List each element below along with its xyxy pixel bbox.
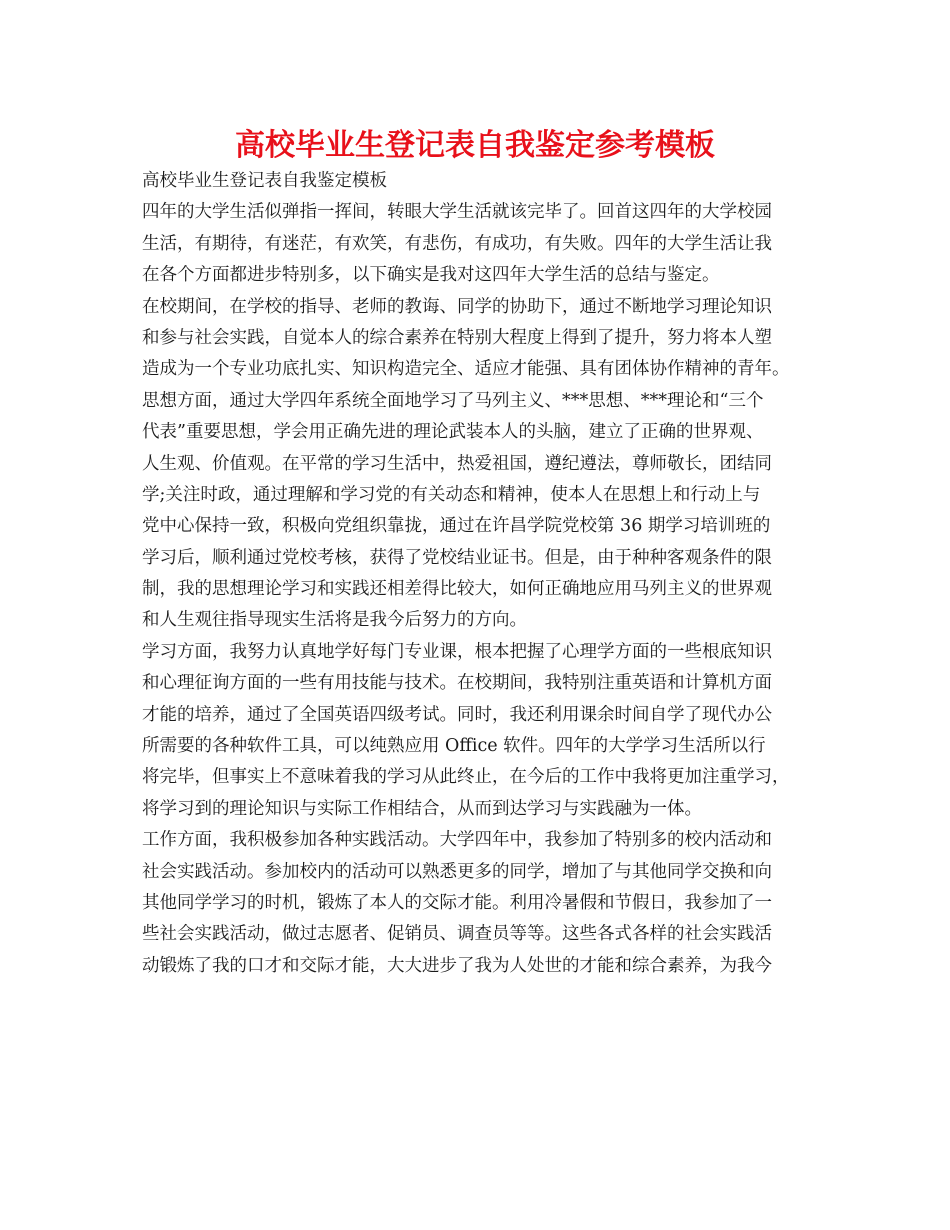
text-line: 将完毕，但事实上不意味着我的学习从此终止，在今后的工作中我将更加注重学习，: [142, 767, 790, 788]
text-line: 学习后，顺利通过党校考核，获得了党校结业证书。但是，由于种种客观条件的限: [142, 547, 772, 568]
text-line: 其他同学学习的时机，锻炼了本人的交际才能。利用冷暑假和节假日，我参加了一: [142, 892, 772, 913]
text-line: 制，我的思想理论学习和实践还相差得比较大，如何正确地应用马列主义的世界观: [142, 579, 772, 600]
text-line: 和心理征询方面的一些有用技能与技术。在校期间，我特别注重英语和计算机方面: [142, 673, 772, 694]
document-body: [142, 166, 824, 982]
text-line: 将学习到的理论知识与实际工作相结合，从而到达学习与实践融为一体。: [142, 798, 702, 819]
text-line: 才能的培养，通过了全国英语四级考试。同时，我还利用课余时间自学了现代办公: [142, 704, 772, 725]
text-line: 学习方面，我努力认真地学好每门专业课，根本把握了心理学方面的一些根底知识: [142, 641, 772, 662]
text-line: 四年的大学生活似弹指一挥间，转眼大学生活就该完毕了。回首这四年的大学校园: [142, 202, 772, 223]
text-line: 代表”重要思想，学会用正确先进的理论武装本人的头脑，建立了正确的世界观、: [142, 422, 764, 443]
text-line: 学;关注时政，通过理解和学习党的有关动态和精神，使本人在思想上和行动上与: [142, 484, 761, 505]
text-line: 高校毕业生登记表自我鉴定模板: [142, 171, 387, 191]
text-line: 思想方面，通过大学四年系统全面地学习了马列主义、***思想、***理论和“三个: [142, 390, 764, 411]
text-line: 和参与社会实践，自觉本人的综合素养在特别大程度上得到了提升，努力将本人塑: [142, 327, 772, 348]
text-line: 党中心保持一致，积极向党组织靠拢，通过在许昌学院党校第 36 期学习培训班的: [142, 516, 771, 537]
text-line: 工作方面，我积极参加各种实践活动。大学四年中，我参加了特别多的校内活动和: [142, 830, 772, 851]
text-line: 人生观、价值观。在平常的学习生活中，热爱祖国，遵纪遵法，尊师敬长，团结同: [142, 453, 772, 474]
text-line: 在校期间，在学校的指导、老师的教诲、同学的协助下，通过不断地学习理论知识: [142, 296, 772, 317]
text-line: 生活，有期待，有迷茫，有欢笑，有悲伤，有成功，有失败。四年的大学生活让我: [142, 233, 772, 254]
text-line: 所需要的各种软件工具，可以纯熟应用 Office 软件。四年的大学学习生活所以行: [142, 736, 766, 757]
text-line: 在各个方面都进步特别多，以下确实是我对这四年大学生活的总结与鉴定。: [142, 265, 720, 286]
text-line: 些社会实践活动，做过志愿者、促销员、调查员等等。这些各式各样的社会实践活: [142, 924, 772, 945]
text-line: 造成为一个专业功底扎实、知识构造完全、适应才能强、具有团体协作精神的青年。: [142, 359, 790, 380]
text-line: 社会实践活动。参加校内的活动可以熟悉更多的同学，增加了与其他同学交换和向: [142, 861, 772, 882]
document-title: 高校毕业生登记表自我鉴定参考模板: [235, 128, 715, 163]
text-line: 和人生观往指导现实生活将是我今后努力的方向。: [142, 610, 527, 631]
text-line: 动锻炼了我的口才和交际才能，大大进步了我为人处世的才能和综合素养，为我今: [142, 955, 772, 976]
